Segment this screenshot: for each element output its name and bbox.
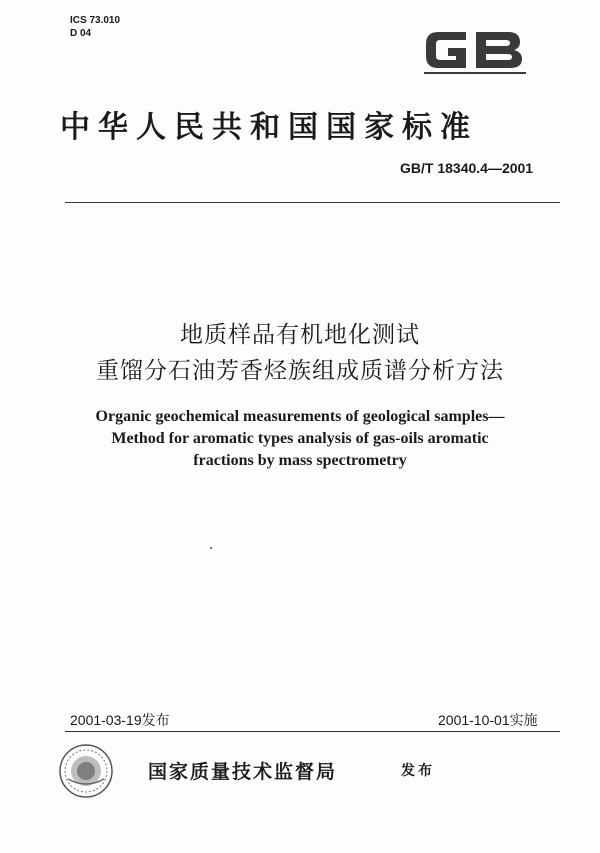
english-title-line-1: Organic geochemical measurements of geological samples— bbox=[95, 408, 505, 425]
issued-label: 发布 bbox=[401, 763, 435, 779]
english-title-line-2: Method for aromatic types analysis of gas-oils aromatic bbox=[111, 430, 489, 447]
ics-code: ICS 73.010 bbox=[70, 15, 121, 26]
implementation-date: 2001-10-01实施 bbox=[438, 712, 538, 728]
header-divider bbox=[65, 202, 560, 203]
footer-divider bbox=[65, 731, 560, 732]
issue-date: 2001-03-19发布 bbox=[70, 712, 170, 728]
issuing-authority: 国家质量技术监督局 bbox=[148, 761, 338, 783]
standard-number: GB/T 18340.4—2001 bbox=[400, 160, 534, 176]
gb-logo-icon bbox=[420, 22, 530, 78]
english-title-line-3: fractions by mass spectrometry bbox=[193, 452, 407, 469]
seal-emblem-icon bbox=[58, 743, 114, 799]
standard-type-title: 中华人民共和国国家标准 bbox=[60, 110, 478, 145]
scan-speck bbox=[210, 547, 212, 549]
chinese-title-line-2: 重馏分石油芳香烃族组成质谱分析方法 bbox=[96, 358, 504, 384]
classification-codes bbox=[70, 14, 120, 40]
ccs-code: D 04 bbox=[70, 28, 92, 39]
chinese-title-line-1: 地质样品有机地化测试 bbox=[180, 322, 420, 348]
